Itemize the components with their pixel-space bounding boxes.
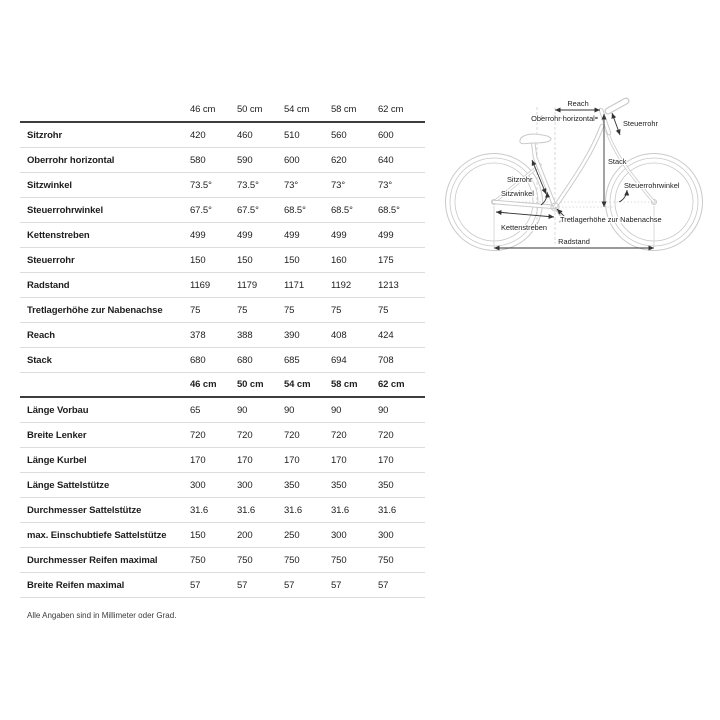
size-column-header: 58 cm [331,379,358,390]
table-row-durchmesser-reifen [20,548,425,573]
row-value: 90 [378,404,389,416]
table-row-sitzwinkel [20,173,425,198]
label-radstand: Radstand [558,237,590,246]
row-label: Radstand [27,279,70,291]
row-value: 1192 [331,279,352,291]
label-steuerrohr: Steuerrohr [623,119,658,128]
row-value: 350 [284,479,300,491]
row-value: 175 [378,254,394,266]
row-value: 31.6 [237,504,256,516]
table-row-oberrohr [20,148,425,173]
table-row-tretlagerhoehe [20,298,425,323]
row-value: 720 [378,429,394,441]
row-value: 694 [331,354,347,366]
row-value: 720 [237,429,253,441]
bike-geometry-diagram [443,86,720,258]
row-value: 57 [378,579,389,591]
row-value: 65 [190,404,201,416]
table-row-laenge-vorbau [20,398,425,423]
size-column-header: 50 cm [237,104,263,115]
row-value: 170 [284,454,300,466]
size-column-header: 50 cm [237,379,264,390]
row-value: 31.6 [284,504,303,516]
row-value: 708 [378,354,394,366]
saddle [520,134,551,144]
label-stack: Stack [608,157,627,166]
table-row-breite-lenker [20,423,425,448]
row-value: 1171 [284,279,305,291]
row-value: 300 [237,479,253,491]
row-value: 67.5° [190,204,212,216]
row-value: 68.5° [331,204,353,216]
table-row-stack [20,348,425,373]
row-value: 720 [284,429,300,441]
table-row-einschubtiefe [20,523,425,548]
row-label: Kettenstreben [27,229,90,241]
row-value: 685 [284,354,300,366]
table-row-laenge-kurbel [20,448,425,473]
table-row-sitzrohr [20,123,425,148]
row-value: 73° [284,179,299,191]
row-value: 720 [331,429,347,441]
table-row-kettenstreben [20,223,425,248]
row-value: 499 [378,229,394,241]
head-angle-arc [619,190,627,202]
row-label: Breite Reifen maximal [27,579,125,591]
label-kettenstreben: Kettenstreben [501,223,548,232]
chainstay-dimension [496,212,554,217]
row-value: 600 [378,129,394,141]
row-label: Steuerrohr [27,254,75,266]
row-value: 750 [284,554,300,566]
row-value: 75 [331,304,342,316]
row-label: Oberrohr horizontal [27,154,115,166]
row-value: 73.5° [237,179,259,191]
row-label: Länge Kurbel [27,454,87,466]
row-label: Durchmesser Sattelstütze [27,504,142,516]
row-value: 90 [284,404,295,416]
row-value: 150 [284,254,300,266]
row-value: 590 [237,154,253,166]
handlebar-grip [608,101,626,111]
row-value: 560 [331,129,347,141]
row-value: 170 [237,454,253,466]
row-value: 499 [190,229,206,241]
row-value: 1169 [190,279,211,291]
row-value: 170 [190,454,206,466]
row-value: 200 [237,529,253,541]
row-label: Sitzrohr [27,129,63,141]
row-value: 499 [237,229,253,241]
row-value: 150 [237,254,253,266]
units-footnote: Alle Angaben sind in Millimeter oder Grad. [27,611,177,620]
row-value: 680 [237,354,253,366]
row-value: 57 [237,579,248,591]
row-value: 600 [284,154,300,166]
row-value: 57 [331,579,342,591]
diagram-labels [501,99,680,246]
row-value: 350 [331,479,347,491]
label-reach: Reach [567,99,589,108]
row-value: 620 [331,154,347,166]
row-value: 750 [190,554,206,566]
row-value: 750 [237,554,253,566]
table-row-laenge-sattelstuetze [20,473,425,498]
row-value: 750 [378,554,394,566]
frame-table-header-row [20,98,425,123]
size-column-header: 46 cm [190,379,217,390]
row-label: Tretlagerhöhe zur Nabenachse [27,304,163,316]
size-column-header: 54 cm [284,379,311,390]
row-value: 510 [284,129,300,141]
row-value: 67.5° [237,204,259,216]
label-steuerrohrwinkel: Steuerrohrwinkel [624,181,680,190]
size-column-header: 46 cm [190,104,216,115]
row-value: 90 [237,404,248,416]
row-label: Reach [27,329,56,341]
row-value: 68.5° [378,204,400,216]
table-row-durchmesser-sattelstuetze [20,498,425,523]
row-value: 460 [237,129,253,141]
row-value: 300 [378,529,394,541]
row-value: 75 [237,304,248,316]
component-table-header-row [20,373,425,398]
row-label: Durchmesser Reifen maximal [27,554,158,566]
headtube-dimension [612,113,620,135]
row-value: 580 [190,154,206,166]
label-sitzrohr: Sitzrohr [507,175,533,184]
row-value: 390 [284,329,300,341]
table-row-steuerrohrwinkel [20,198,425,223]
row-value: 300 [331,529,347,541]
row-label: Steuerrohrwinkel [27,204,104,216]
row-value: 160 [331,254,347,266]
row-value: 424 [378,329,394,341]
row-value: 75 [378,304,389,316]
row-label: max. Einschubtiefe Sattelstütze [27,529,167,541]
size-column-header: 62 cm [378,104,404,115]
size-column-header: 62 cm [378,379,405,390]
row-value: 170 [331,454,347,466]
row-value: 73.5° [190,179,212,191]
row-value: 90 [331,404,342,416]
row-label: Länge Vorbau [27,404,89,416]
row-value: 31.6 [331,504,350,516]
size-column-header: 58 cm [331,104,357,115]
row-value: 75 [284,304,295,316]
row-value: 378 [190,329,206,341]
row-value: 73° [378,179,393,191]
table-row-breite-reifen [20,573,425,598]
table-row-radstand [20,273,425,298]
row-value: 300 [190,479,206,491]
table-row-steuerrohr [20,248,425,273]
row-value: 1179 [237,279,258,291]
row-value: 499 [284,229,300,241]
row-value: 720 [190,429,206,441]
row-value: 31.6 [190,504,209,516]
row-label: Sitzwinkel [27,179,72,191]
row-value: 150 [190,529,206,541]
row-value: 75 [190,304,201,316]
row-value: 388 [237,329,253,341]
row-value: 68.5° [284,204,306,216]
row-value: 420 [190,129,206,141]
row-value: 250 [284,529,300,541]
row-value: 31.6 [378,504,397,516]
row-value: 73° [331,179,346,191]
row-value: 408 [331,329,347,341]
label-oberrohr-horizontal: Oberrohr horizontal [531,114,595,123]
size-column-header: 54 cm [284,104,310,115]
row-value: 680 [190,354,206,366]
row-label: Breite Lenker [27,429,87,441]
row-value: 750 [331,554,347,566]
spec-tables [20,98,425,620]
label-sitzwinkel: Sitzwinkel [501,189,534,198]
row-label: Stack [27,354,52,366]
row-value: 170 [378,454,394,466]
row-value: 640 [378,154,394,166]
row-value: 350 [378,479,394,491]
row-value: 57 [190,579,201,591]
table-row-reach [20,323,425,348]
row-label: Länge Sattelstütze [27,479,110,491]
label-tretlagerhoehe: Tretlagerhöhe zur Nabenachse [560,215,662,224]
row-value: 150 [190,254,206,266]
row-value: 499 [331,229,347,241]
row-value: 1213 [378,279,399,291]
row-value: 57 [284,579,295,591]
